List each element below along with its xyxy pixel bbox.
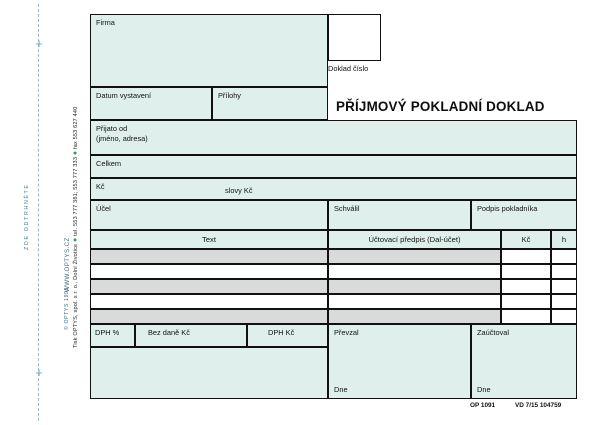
table-row[interactable] [551, 264, 577, 279]
table-row[interactable] [501, 264, 551, 279]
ucel-field[interactable] [90, 200, 328, 230]
table-row[interactable] [90, 249, 328, 264]
table-row[interactable] [551, 249, 577, 264]
dph-percent-label: DPH % [95, 328, 120, 337]
bullet-icon: ● [72, 237, 79, 242]
table-row[interactable] [551, 309, 577, 324]
prevzal-label: Převzal [334, 328, 359, 337]
datum-vystaveni-label: Datum vystavení [96, 91, 152, 100]
bez-dane-label: Bez daně Kč [148, 328, 190, 337]
document-title: PŘÍJMOVÝ POKLADNÍ DOKLAD [336, 99, 545, 114]
table-row[interactable] [90, 309, 328, 324]
tear-off-label: ZDE ODTRHNĚTE [24, 183, 30, 250]
imprint-fax: fax 553 627 440 [73, 106, 79, 149]
kc-label: Kč [96, 182, 105, 191]
form-code: OP 1091 [470, 402, 496, 409]
table-row[interactable] [328, 279, 501, 294]
table-row[interactable] [90, 279, 328, 294]
table-row[interactable] [501, 309, 551, 324]
table-row[interactable] [328, 309, 501, 324]
bullet-icon-2: ● [72, 150, 79, 156]
zauctoval-label: Zaúčtoval [477, 328, 510, 337]
celkem-field[interactable] [90, 155, 577, 178]
table-row[interactable] [328, 294, 501, 309]
perforation-line [38, 4, 40, 421]
form-version: VD 7/15 104759 [515, 402, 562, 409]
table-row[interactable] [328, 249, 501, 264]
copyright-notice: © OPTYS 1996 [64, 286, 70, 330]
celkem-label: Celkem [96, 159, 122, 168]
podpis-pokladnika-label: Podpis pokladníka [477, 204, 538, 213]
ucel-label: Účel [96, 204, 111, 213]
table-row[interactable] [90, 264, 328, 279]
receipt-form [90, 14, 577, 410]
table-header-uctovaci-label: Účtovací předpis (Dal-účet) [368, 235, 461, 244]
table-row[interactable] [328, 264, 501, 279]
dph-kc-label: DPH Kč [268, 328, 295, 337]
zauctoval-dne-label: Dne [477, 385, 491, 394]
firma-field[interactable] [90, 14, 328, 87]
doklad-cislo-label: Doklad číslo [328, 64, 369, 73]
website-label: WWW.OPTYS.CZ [64, 237, 71, 292]
firma-label: Firma [96, 18, 115, 27]
printer-imprint [72, 107, 79, 348]
prijato-od-sublabel: (jméno, adresa) [96, 134, 148, 143]
table-row[interactable] [501, 279, 551, 294]
table-row[interactable] [90, 294, 328, 309]
prevzal-dne-label: Dne [334, 385, 348, 394]
dph-values-area[interactable] [90, 347, 328, 399]
table-row[interactable] [501, 294, 551, 309]
imprint-phone: tel. 553 777 381; 553 777 333 [73, 156, 79, 236]
doklad-cislo-field[interactable] [328, 14, 381, 61]
table-row[interactable] [501, 249, 551, 264]
prijato-od-field[interactable] [90, 120, 577, 155]
imprint-company: Tisk OPTYS, spol. s r. o., Dolní Životice [73, 243, 79, 348]
prijato-od-label: Přijato od [96, 124, 128, 133]
table-row[interactable] [551, 279, 577, 294]
registration-mark-bottom: + [35, 365, 43, 380]
table-header-kc-label: Kč [521, 235, 531, 244]
schvalil-label: Schválil [334, 204, 360, 213]
prilohy-label: Přílohy [218, 91, 242, 100]
slovy-field[interactable] [90, 178, 577, 200]
table-row[interactable] [551, 294, 577, 309]
slovy-kc-label: slovy Kč [225, 186, 253, 195]
table-header-text-label: Text [202, 235, 216, 244]
registration-mark-top: + [35, 36, 43, 51]
table-header-h-label: h [561, 235, 567, 244]
